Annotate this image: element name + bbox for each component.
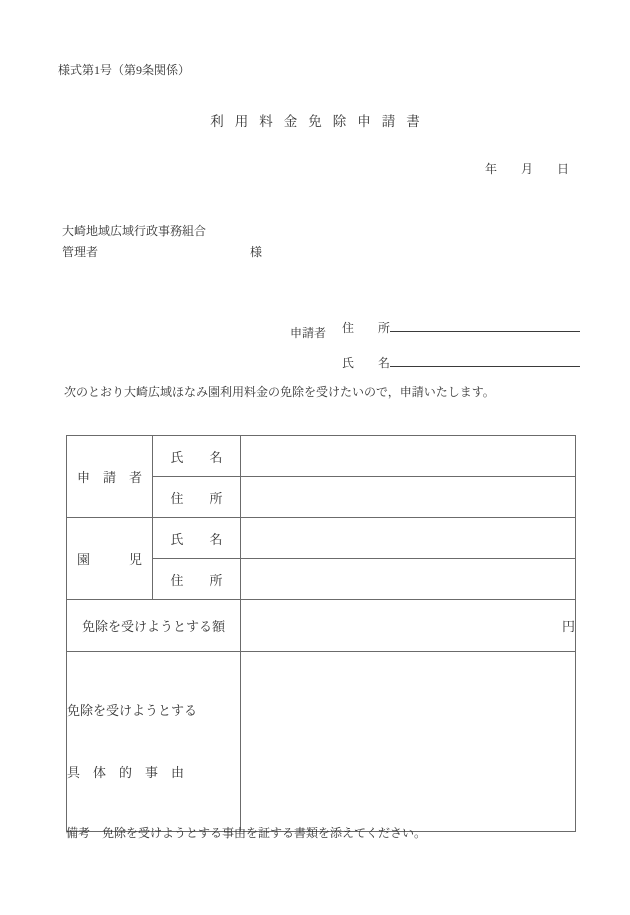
applicant-group-label: 申請者 — [290, 326, 327, 340]
date-line: 年 月 日 — [485, 162, 570, 176]
applicant-address-label-cell: 住 所 — [153, 477, 241, 518]
table-row — [67, 652, 576, 832]
child-name-label-cell: 氏 名 — [153, 518, 241, 559]
table-row — [67, 518, 576, 559]
form-number: 様式第1号（第9条関係） — [58, 63, 191, 77]
addressee-honorific: 様 — [250, 245, 263, 259]
addressee-organization: 大崎地域広域行政事務組合 — [62, 224, 207, 238]
reason-label-line2: 具 体 的 事 由 — [67, 764, 185, 780]
note-text: 備考 免除を受けようとする事由を証する書類を添えてください。 — [66, 826, 427, 840]
fee-exemption-table — [66, 435, 576, 832]
child-address-value-cell[interactable] — [241, 559, 576, 600]
reason-value-cell[interactable] — [241, 652, 576, 832]
page-title: 利用料金免除申請書 — [210, 114, 431, 129]
table-row — [67, 436, 576, 477]
reason-label-cell — [67, 652, 241, 832]
addressee-role-line — [62, 242, 263, 263]
applicant-address-value-cell[interactable] — [241, 477, 576, 518]
applicant-name-value-cell[interactable] — [241, 436, 576, 477]
applicant-header-cell: 申 請 者 — [67, 436, 153, 518]
addressee-role: 管理者 — [62, 245, 99, 259]
reason-label-line1: 免除を受けようとする — [67, 702, 198, 718]
child-header-cell: 園 児 — [67, 518, 153, 600]
amount-label-cell: 免除を受けようとする額 — [67, 600, 241, 652]
child-address-label-cell: 住 所 — [153, 559, 241, 600]
applicant-address-underline[interactable] — [390, 317, 580, 332]
amount-unit-label: 円 — [561, 619, 575, 634]
applicant-name-underline[interactable] — [390, 352, 580, 367]
applicant-name-label-cell: 氏 名 — [153, 436, 241, 477]
applicant-name-label: 氏 名 — [342, 356, 391, 370]
body-text: 次のとおり大崎広域ほなみ園利用料金の免除を受けたいので，申請いたします。 — [64, 385, 495, 399]
table-row — [67, 600, 576, 652]
applicant-address-label: 住 所 — [342, 321, 391, 335]
child-name-value-cell[interactable] — [241, 518, 576, 559]
amount-value-cell[interactable] — [241, 600, 576, 652]
addressee-block — [62, 221, 263, 263]
applicant-name-line — [330, 337, 580, 386]
